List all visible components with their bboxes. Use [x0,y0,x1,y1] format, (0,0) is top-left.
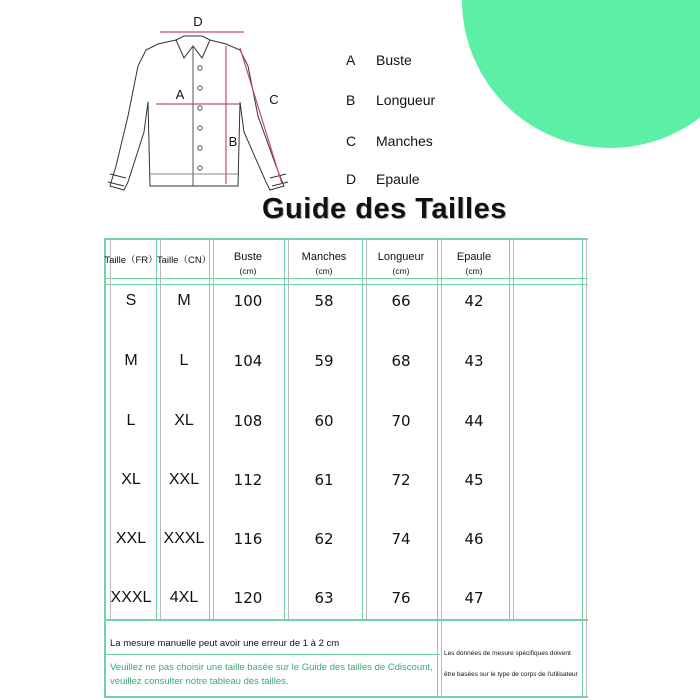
header-longueur: Longueur (cm) [377,251,425,276]
size-cn: XXXL [163,530,205,547]
header-size-fr: Taille（FR） [104,255,158,266]
page-title: Guide des Tailles [262,193,507,225]
epaule-value: 45 [464,471,484,489]
manches-value: 62 [314,530,334,548]
shirt-measurement-diagram [98,6,298,206]
size-cn: M [177,292,191,309]
size-fr: S [125,292,137,309]
epaule-value: 44 [464,412,484,430]
measurement-error-note: La mesure manuelle peut avoir une erreur de 1 à 2 cm [110,638,340,649]
epaule-value: 42 [464,292,484,310]
manches-value: 60 [314,412,334,430]
header-buste: Buste (cm) [233,251,263,276]
diagram-label-d: D [193,14,203,29]
buste-value: 100 [233,292,263,310]
buste-value: 112 [233,471,263,489]
longueur-value: 68 [391,352,411,370]
size-fr: M [124,352,138,369]
buste-value: 120 [233,589,263,607]
epaule-value: 46 [464,530,484,548]
manches-value: 61 [314,471,334,489]
legend-label: Buste [376,52,412,68]
manches-value: 59 [314,352,334,370]
legend-key: B [346,92,356,108]
size-cn: XXL [168,471,200,488]
size-fr: L [126,412,136,429]
body-type-note: Les données de mesure spécifiques doivent être basées sur le type de corps de l'utilisateur [444,650,578,678]
longueur-value: 76 [391,589,411,607]
diagram-label-b: B [228,134,238,149]
legend-label: Manches [376,133,433,149]
diagram-label-c: C [269,92,279,107]
longueur-value: 66 [391,292,411,310]
legend-key: C [346,133,357,149]
size-cn: L [179,352,189,369]
epaule-value: 43 [464,352,484,370]
legend-label: Epaule [376,171,420,187]
legend-key: A [346,52,356,68]
decorative-green-circle [462,0,700,148]
header-epaule: Epaule (cm) [456,251,492,276]
longueur-value: 70 [391,412,411,430]
longueur-value: 74 [391,530,411,548]
header-size-cn: Taille（CN） [156,255,212,266]
manches-value: 58 [314,292,334,310]
size-fr: XXL [115,530,147,547]
longueur-value: 72 [391,471,411,489]
legend-item [346,171,420,187]
legend-item [346,133,433,149]
size-cn: XL [174,412,194,429]
diagram-label-a: A [175,87,185,102]
size-fr: XXXL [110,589,152,606]
manches-value: 63 [314,589,334,607]
epaule-value: 47 [464,589,484,607]
buste-value: 108 [233,412,263,430]
legend-label: Longueur [376,92,436,108]
buste-value: 116 [233,530,263,548]
legend-key: D [346,171,357,187]
size-advice-note: Veuillez ne pas choisir une taille basée sur le Guide des tailles de Cdiscount, veuillez consulter notre tableau des tailles. [110,662,433,687]
legend-item [346,52,412,68]
size-cn: 4XL [169,589,199,606]
buste-value: 104 [233,352,263,370]
legend-item [346,92,435,108]
size-fr: XL [121,471,141,488]
size-table [104,238,588,698]
header-manches: Manches (cm) [301,251,347,276]
